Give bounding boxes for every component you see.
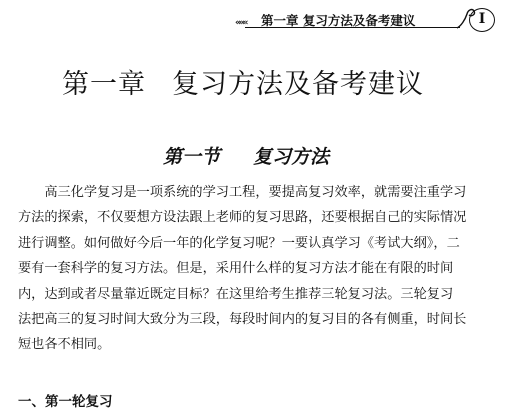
body-paragraph (18, 180, 494, 358)
running-header-title: 第一章 复习方法及备考建议 (261, 13, 416, 28)
subheading-first-round: 一、第一轮复习 (18, 394, 113, 410)
body-line: 要有一套科学的复习方法。但是，采用什么样的复习方法才能在有限的时间 (18, 261, 454, 277)
header-rule (245, 27, 460, 28)
section-title (163, 142, 329, 169)
body-line: 法把高三的复习时间大致分为三段，每段时间内的复习目的各有侧重，时间长 (18, 311, 467, 327)
chapter-title-text: 复习方法及备考建议 (172, 69, 424, 100)
running-header (235, 6, 505, 34)
body-line: 内，达到或者尽量靠近既定目标？在这里给考生推荐三轮复习法。三轮复习 (18, 286, 454, 302)
arrows-ornament: ««« (235, 18, 247, 28)
chapter-title (62, 62, 482, 101)
body-line: 方法的探索，不仅要想方设法跟上老师的复习思路，还要根据自己的实际情况 (18, 210, 467, 226)
body-line: 进行调整。如何做好今后一年的化学复习呢？一要认真学习《考试大纲》，二 (18, 235, 460, 251)
body-line: 短也各不相同。 (18, 337, 111, 353)
chapter-badge: I (469, 8, 495, 32)
chapter-number: 第一章 (62, 69, 146, 100)
body-line: 高三化学复习是一项系统的学习工程，要提高复习效率，就需要注重学习 (18, 185, 467, 200)
section-title-text: 复习方法 (253, 146, 330, 168)
section-number: 第一节 (163, 146, 221, 168)
